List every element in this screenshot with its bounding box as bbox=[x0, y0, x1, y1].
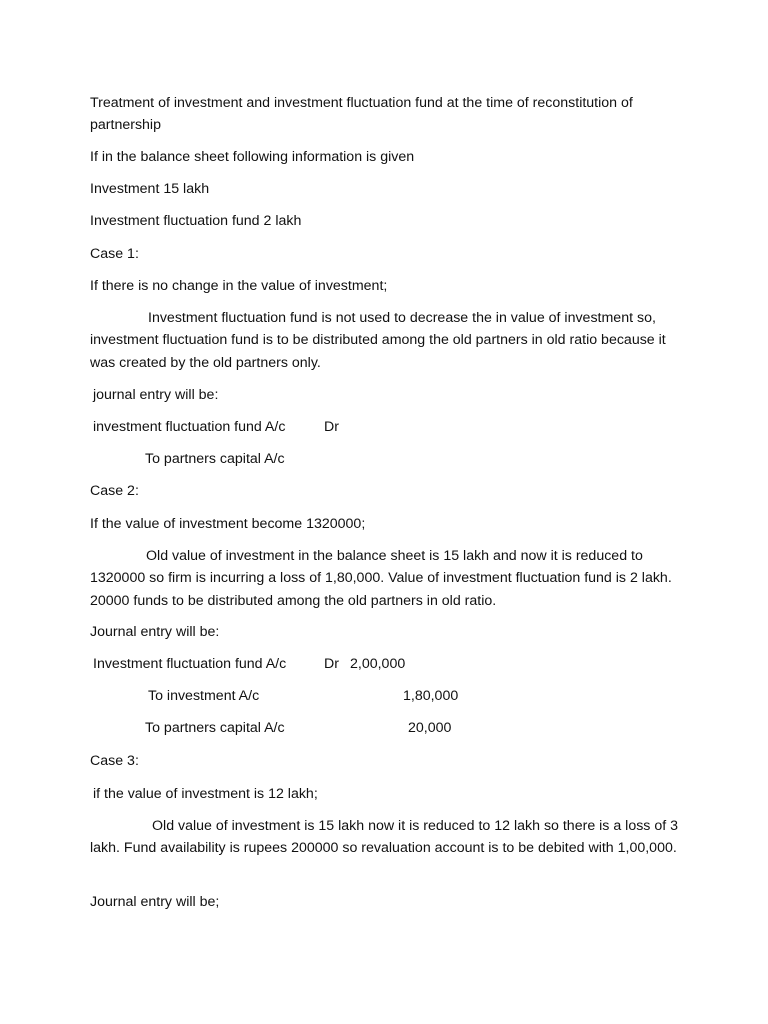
case1-entry-credit: To partners capital A/c bbox=[145, 451, 285, 467]
case1-heading: Case 1: bbox=[90, 246, 139, 262]
case2-entry-debit: Investment fluctuation fund A/c bbox=[93, 656, 287, 672]
investment-value: Investment 15 lakh bbox=[90, 181, 210, 197]
case3-condition: if the value of investment is 12 lakh; bbox=[93, 786, 318, 802]
case2-entry-credit1-amount: 1,80,000 bbox=[403, 688, 459, 704]
case1-journal-label: journal entry will be: bbox=[93, 387, 219, 403]
fund-value: Investment fluctuation fund 2 lakh bbox=[90, 213, 302, 229]
case3-explanation: Old value of investment is 15 lakh now it is reduced to 12 lakh so there is a loss of 3 lakh. Fund availability is rupees 200000 so revaluation account is to be debited with 1,00,000. bbox=[90, 818, 679, 857]
case1-condition: If there is no change in the value of investment; bbox=[90, 278, 388, 294]
case1-explanation: Investment fluctuation fund is not used to decrease the in value of investment so, investment fluctuation fund is to be distributed among the old partners in old ratio because it was created by the old partners only. bbox=[90, 310, 666, 371]
document-title: Treatment of investment and investment fluctuation fund at the time of reconstitution of partnership bbox=[90, 95, 633, 134]
case2-explanation: Old value of investment in the balance sheet is 15 lakh and now it is reduced to 1320000 so firm is incurring a loss of 1,80,000. Value of investment fluctuation fund is 2 lakh. 20000 funds to be distributed among the old partners in old ratio. bbox=[90, 548, 672, 609]
case2-entry-credit2: To partners capital A/c bbox=[145, 720, 285, 736]
case2-heading: Case 2: bbox=[90, 483, 139, 499]
case2-journal-label: Journal entry will be: bbox=[90, 624, 220, 640]
case3-heading: Case 3: bbox=[90, 753, 139, 769]
case2-entry-debit-amount: 2,00,000 bbox=[350, 656, 406, 672]
case2-entry-dr: Dr bbox=[324, 656, 339, 672]
case1-entry-debit: investment fluctuation fund A/c bbox=[93, 419, 286, 435]
case1-entry-dr: Dr bbox=[324, 419, 339, 435]
intro-text: If in the balance sheet following information is given bbox=[90, 149, 415, 165]
case2-condition: If the value of investment become 1320000; bbox=[90, 516, 366, 532]
case2-entry-credit2-amount: 20,000 bbox=[408, 720, 452, 736]
case3-journal-label: Journal entry will be; bbox=[90, 894, 220, 910]
case2-entry-credit1: To investment A/c bbox=[148, 688, 260, 704]
